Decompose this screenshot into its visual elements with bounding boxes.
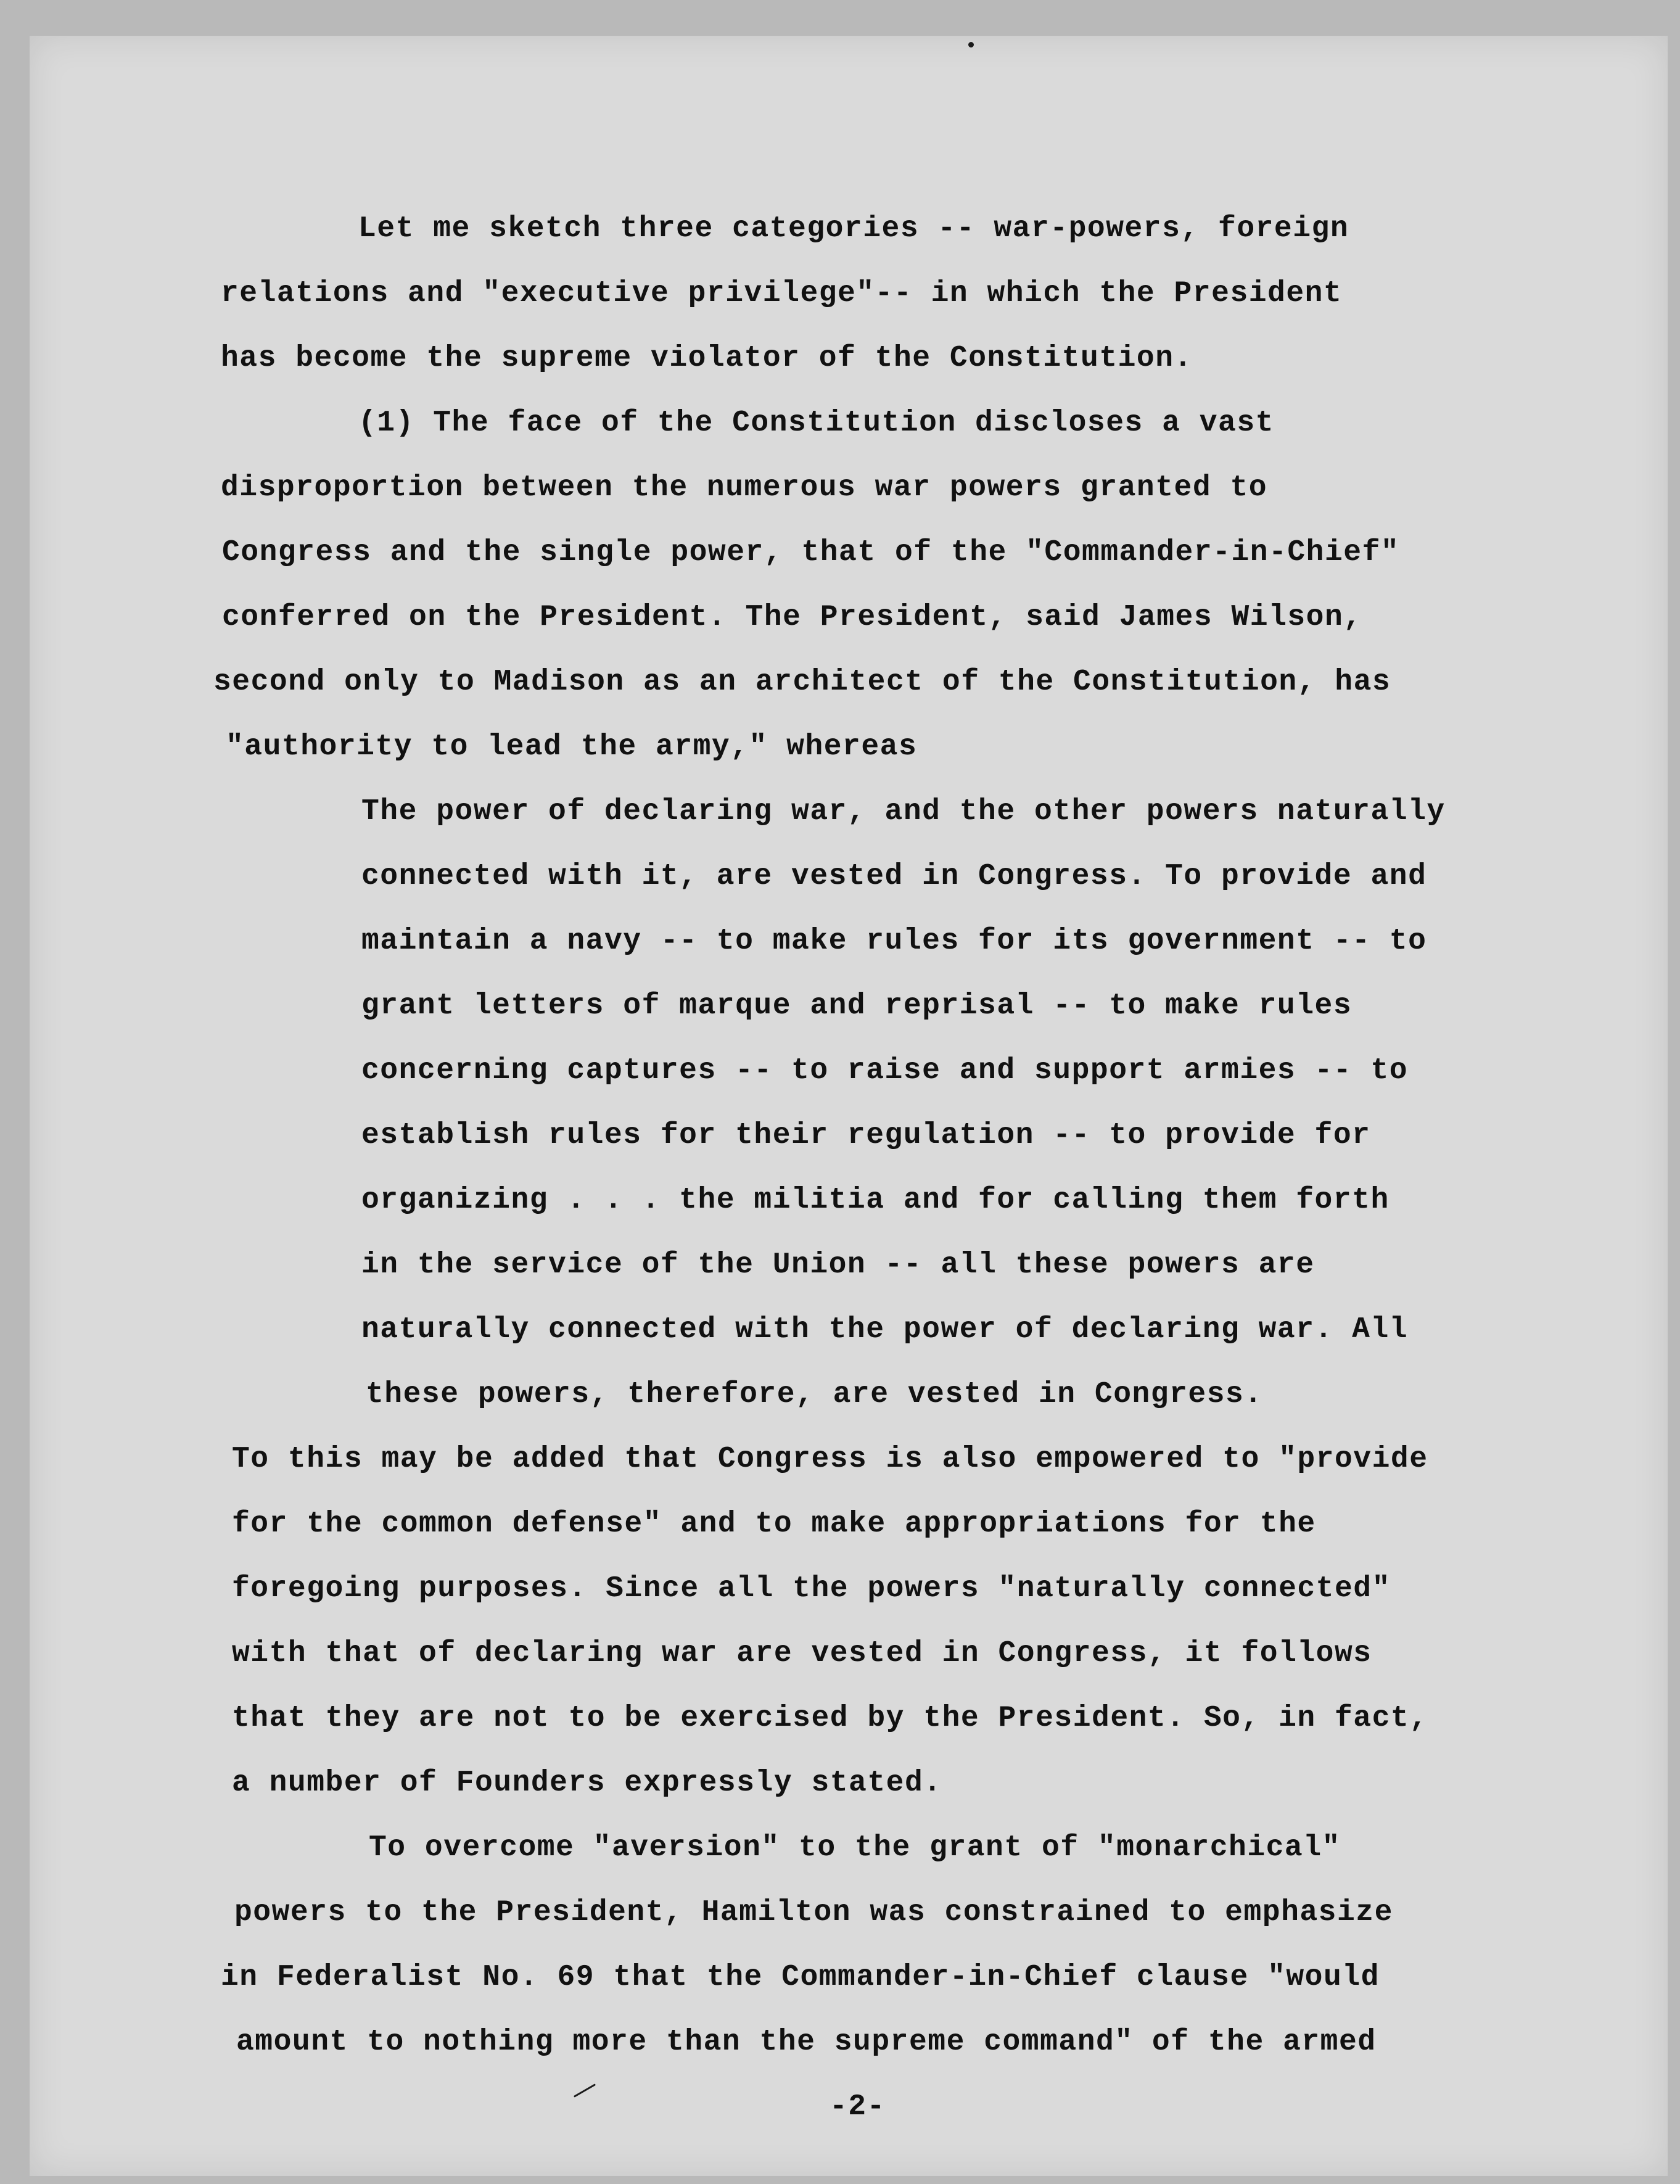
intro-line-1: Let me sketch three categories -- war-powers, foreign — [358, 212, 1349, 245]
block-quote-line-7: organizing . . . the militia and for calling them forth — [361, 1184, 1390, 1217]
point-one-line-4: conferred on the President. The President, said James Wilson, — [222, 601, 1362, 634]
ink-speck — [968, 42, 974, 47]
typewritten-sheet — [30, 36, 1668, 2176]
hamilton-line-2: powers to the President, Hamilton was constrained to emphasize — [234, 1896, 1393, 1929]
ink-speck — [574, 2083, 596, 2098]
page-number: -2- — [830, 2090, 886, 2124]
point-one-line-3: Congress and the single power, that of the "Commander-in-Chief" — [222, 536, 1400, 569]
continuation-line-2: for the common defense" and to make appropriations for the — [232, 1507, 1316, 1541]
point-one-line-6: "authority to lead the army," whereas — [226, 730, 918, 764]
continuation-line-6: a number of Founders expressly stated. — [232, 1766, 942, 1800]
block-quote-line-6: establish rules for their regulation -- to provide for — [361, 1119, 1371, 1152]
hamilton-line-1: To overcome "aversion" to the grant of "monarchical" — [369, 1831, 1341, 1865]
point-one-line-2: disproportion between the numerous war powers granted to — [221, 471, 1268, 505]
block-quote-line-2: connected with it, are vested in Congress. To provide and — [361, 860, 1427, 893]
block-quote-line-4: grant letters of marque and reprisal -- to make rules — [361, 989, 1353, 1023]
hamilton-line-4: amount to nothing more than the supreme command" of the armed — [236, 2025, 1377, 2059]
block-quote-line-1: The power of declaring war, and the other powers naturally — [361, 795, 1446, 828]
point-one-line-1: (1) The face of the Constitution discloses a vast — [358, 406, 1274, 440]
block-quote-line-9: naturally connected with the power of declaring war. All — [361, 1313, 1409, 1346]
block-quote-line-3: maintain a navy -- to make rules for its government -- to — [361, 925, 1427, 958]
block-quote-line-5: concerning captures -- to raise and support armies -- to — [361, 1054, 1409, 1087]
continuation-line-3: foregoing purposes. Since all the powers "naturally connected" — [232, 1572, 1391, 1605]
continuation-line-5: that they are not to be exercised by the President. So, in fact, — [232, 1702, 1428, 1735]
point-one-line-5: second only to Madison as an architect of the Constitution, has — [213, 666, 1391, 699]
continuation-line-4: with that of declaring war are vested in Congress, it follows — [232, 1637, 1372, 1670]
hamilton-line-3: in Federalist No. 69 that the Commander-in-Chief clause "would — [221, 1961, 1380, 1994]
block-quote-line-10: these powers, therefore, are vested in Congress. — [366, 1378, 1263, 1411]
intro-line-3: has become the supreme violator of the Constitution. — [221, 342, 1193, 375]
intro-line-2: relations and "executive privilege"-- in which the President — [221, 277, 1343, 310]
block-quote-line-8: in the service of the Union -- all these powers are — [361, 1248, 1315, 1282]
continuation-line-1: To this may be added that Congress is also empowered to "provide — [232, 1443, 1428, 1476]
